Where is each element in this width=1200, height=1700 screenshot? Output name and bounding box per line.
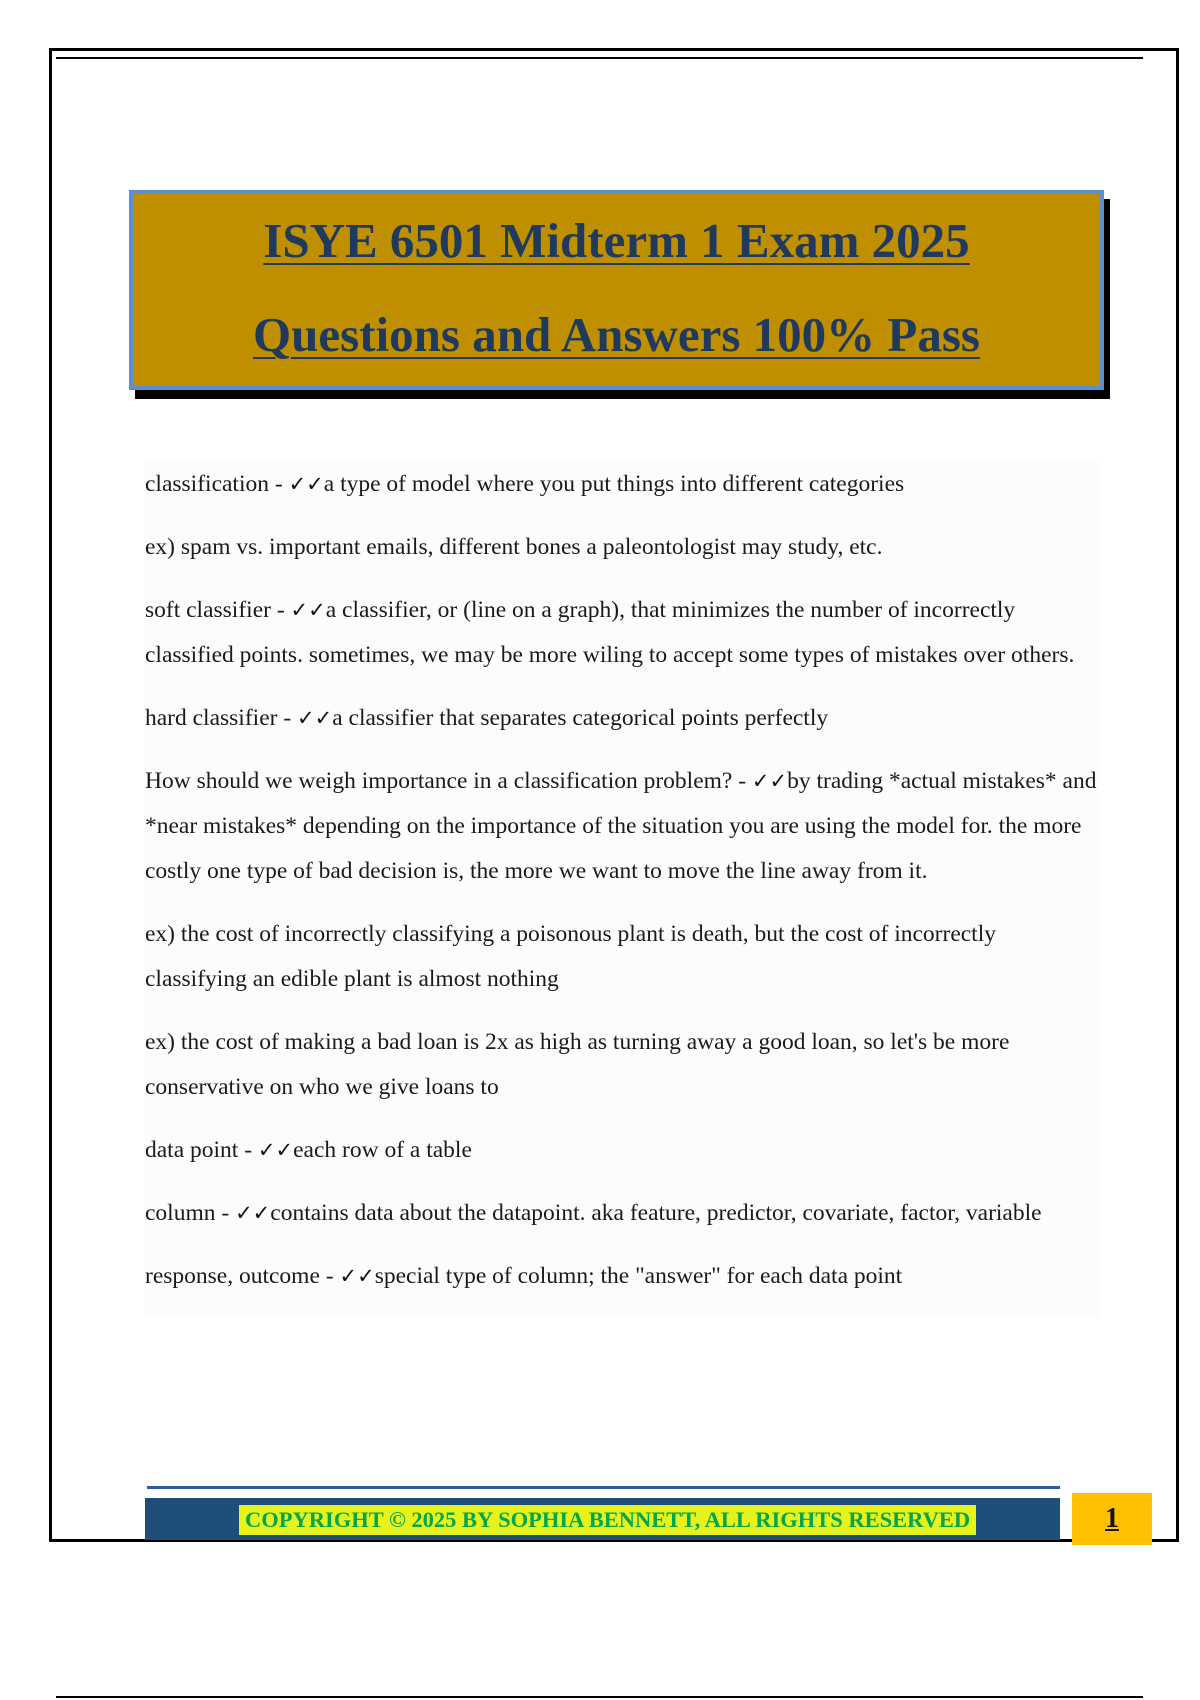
paragraph-soft-classifier	[145, 588, 1100, 678]
paragraph-example: ex) the cost of making a bad loan is 2x as high as turning away a good loan, so let's be more conservative on who we give loans to	[145, 1029, 1010, 1100]
answer: a classifier that separates categorical points perfectly	[332, 705, 829, 731]
term: hard classifier -	[145, 705, 298, 731]
answer: contains data about the datapoint. aka feature, predictor, covariate, factor, variable	[270, 1200, 1042, 1226]
double-check-icon: ✓✓	[290, 598, 326, 622]
term: classification -	[145, 471, 289, 497]
term: response, outcome -	[145, 1263, 340, 1289]
double-check-icon: ✓✓	[297, 706, 333, 730]
double-check-icon: ✓✓	[288, 472, 324, 496]
answer: a classifier, or (line on a graph), that minimizes the number of incorrectly classified points. sometimes, we may be more wiling to accept some types of mistakes over others.	[145, 597, 1075, 668]
paragraph-hard-classifier	[145, 696, 1100, 741]
page-number: 1	[1105, 1503, 1119, 1534]
paragraph-classification	[145, 462, 1100, 507]
copyright-notice: COPYRIGHT © 2025 BY SOPHIA BENNETT, ALL RIGHTS RESERVED	[239, 1505, 976, 1535]
document-title-line-2: Questions and Answers 100% Pass	[253, 307, 980, 362]
paragraph-data-point	[145, 1128, 1100, 1173]
paragraph-example: ex) the cost of incorrectly classifying a poisonous plant is death, but the cost of incorrectly classifying an edible plant is almost nothing	[145, 921, 996, 992]
term: data point -	[145, 1137, 258, 1163]
document-title-line-1: ISYE 6501 Midterm 1 Exam 2025	[263, 213, 970, 268]
page-number-box	[1072, 1493, 1152, 1545]
term: column -	[145, 1200, 236, 1226]
paragraph-example: ex) spam vs. important emails, different bones a paleontologist may study, etc.	[145, 534, 883, 560]
paragraph-weigh-importance	[145, 759, 1100, 894]
double-check-icon: ✓✓	[751, 769, 788, 793]
answer: special type of column; the "answer" for each data point	[374, 1263, 903, 1289]
term: How should we weigh importance in a classification problem? -	[145, 768, 752, 794]
paragraph-response	[145, 1254, 1100, 1299]
double-check-icon: ✓✓	[339, 1264, 375, 1288]
double-check-icon: ✓✓	[235, 1201, 271, 1225]
answer: each row of a table	[293, 1137, 472, 1163]
answer: by trading *actual mistakes* and *near mistakes* depending on the importance of the situation you are using the model for. the more costly one type of bad decision is, the more we want to move the line away from it.	[145, 768, 1097, 884]
title-banner	[129, 190, 1104, 390]
top-rule	[56, 57, 1143, 59]
term: soft classifier -	[145, 597, 291, 623]
document-body	[145, 462, 1100, 1317]
bottom-rule	[56, 1696, 1143, 1698]
answer: a type of model where you put things into different categories	[323, 471, 905, 497]
footer-rule	[147, 1486, 1060, 1489]
double-check-icon: ✓✓	[257, 1138, 294, 1162]
paragraph-column	[145, 1191, 1100, 1236]
